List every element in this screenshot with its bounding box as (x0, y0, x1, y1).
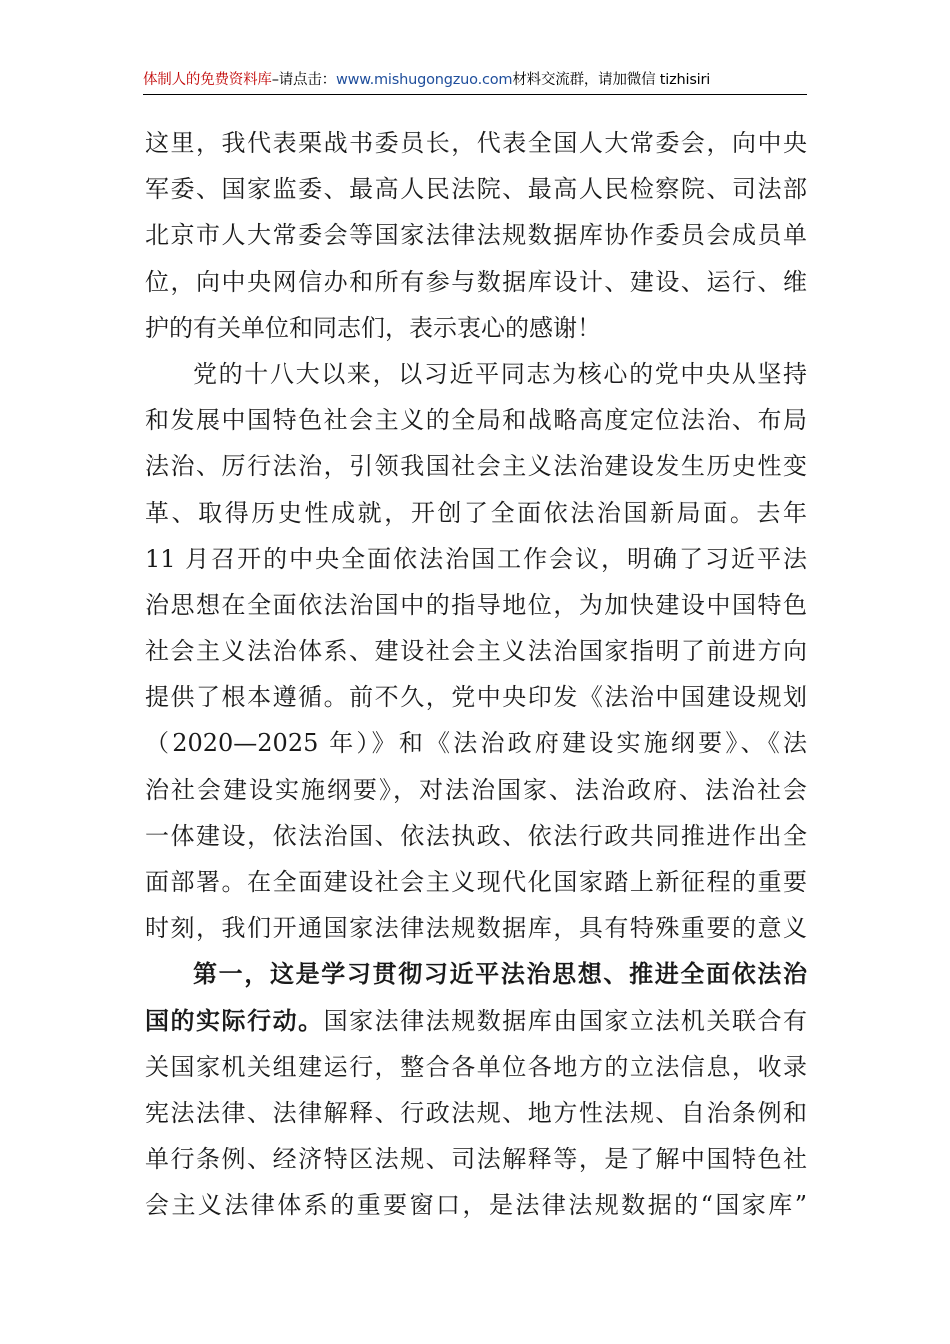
text-line: 面部署。在全面建设社会主义现代化国家踏上新征程的重要 (145, 868, 807, 896)
text-line (145, 951, 807, 997)
text-line: 关国家机关组建运行，整合各单位各地方的立法信息，收录 (145, 1052, 807, 1081)
text-line: 党的十八大以来，以习近平同志为核心的党中央从坚持 (193, 359, 807, 388)
text-line: 位，向中央网信办和所有参与数据库设计、建设、运行、维 (145, 267, 807, 296)
header-url-link[interactable]: www.mishugongzuo.com (335, 72, 513, 88)
text-line: 军委、国家监委、最高人民法院、最高人民检察院、司法部 (145, 175, 807, 204)
header-contact-note: 材料交流群，请加微信 tizhisiri (512, 72, 711, 88)
paragraph-first-point (145, 951, 807, 1228)
text-line: 宪法法律、法律解释、行政法规、地方性法规、自治条例和 (145, 1098, 807, 1127)
text-line: 和发展中国特色社会主义的全局和战略高度定位法治、布局 (145, 406, 807, 435)
text-line: 11 月召开的中央全面依法治国工作会议，明确了习近平法 (145, 544, 807, 573)
text-line: 社会主义法治体系、建设社会主义法治国家指明了前进方向 (145, 637, 807, 666)
paragraph-thanks (145, 120, 807, 351)
text-line: 治思想在全面依法治国中的指导地位，为加快建设中国特色 (145, 590, 807, 619)
text-line: 治社会建设实施纲要》，对法治国家、法治政府、法治社会 (145, 775, 807, 804)
text-line: 单行条例、经济特区法规、司法解释等，是了解中国特色社 (145, 1145, 807, 1174)
text-line: 护的有关单位和同志们，表示衷心的感谢！ (145, 313, 601, 342)
header-click-prompt: –请点击： (271, 72, 336, 88)
text-line: 北京市人大常委会等国家法律法规数据库协作委员会成员单 (145, 221, 807, 250)
text-run: 国家法律法规数据库由国家立法机关联合有 (323, 1006, 807, 1035)
bold-heading-part1: 第一，这是学习贯彻习近平法治思想、推进全面依法治 (193, 960, 807, 989)
text-line: （2020—2025 年）》和《法治政府建设实施纲要》、《法 (145, 729, 807, 758)
text-line (145, 998, 807, 1044)
header-brand: 体制人的免费资料库 (143, 72, 272, 88)
text-line: 法治、厉行法治，引领我国社会主义法治建设发生历史性变 (145, 452, 807, 481)
text-line: 时刻，我们开通国家法律法规数据库，具有特殊重要的意义 (145, 914, 807, 943)
page-header (143, 66, 807, 95)
text-line: 一体建设，依法治国、依法执政、依法行政共同推进作出全 (145, 821, 807, 850)
text-line: 这里，我代表栗战书委员长，代表全国人大常委会，向中央 (145, 129, 807, 157)
text-line: 提供了根本遵循。前不久，党中央印发《法治中国建设规划 (145, 683, 807, 712)
bold-heading-part2: 国的实际行动。 (145, 1006, 324, 1035)
document-body (145, 120, 807, 1229)
paragraph-background (145, 351, 807, 951)
text-line: 会主义法律体系的重要窗口，是法律法规数据的“国家库” (145, 1191, 807, 1220)
text-line: 革、取得历史性成就，开创了全面依法治国新局面。去年 (145, 498, 807, 527)
